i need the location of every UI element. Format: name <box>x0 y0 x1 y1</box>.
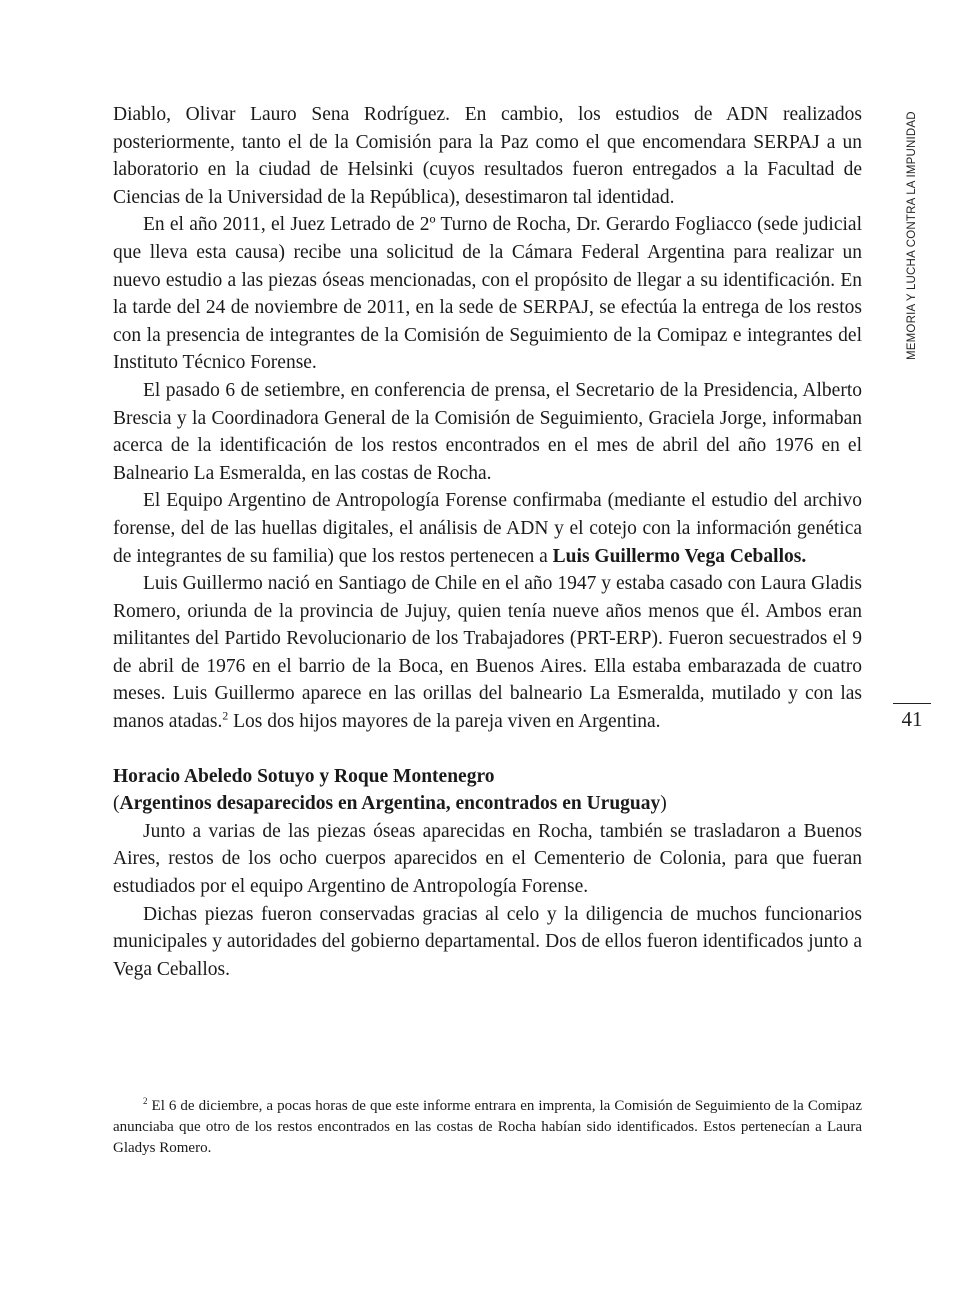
page-number-rule <box>893 703 931 704</box>
section-subtitle-close-paren: ) <box>660 793 667 815</box>
paragraph-3: El pasado 6 de setiembre, en conferencia de prensa, el Secretario de la Presidencia, Alberto Brescia y la Coordinadora General de la Comisión de Seguimiento, Graciela Jorge, informaban acerca de la identificación de los restos encontrados en el mes de abril del año 1976 en el Balneario La Esmeralda, en las costas de Rocha. <box>113 379 862 484</box>
section-heading-line-1: Horacio Abeledo Sotuyo y Roque Montenegro <box>113 765 495 787</box>
footnote-reference: 2 <box>222 709 229 723</box>
paragraph-5-text: Luis Guillermo nació en Santiago de Chile en el año 1947 y estaba casado con Laura Gladis Romero, oriunda de la provincia de Jujuy, quien tenía nueve años menos que él. Ambos eran militantes del Partido Revolucionario de los Trabajadores (PRT-ERP). Fueron secuestrados el 9 de abril de 1976 en el barrio de la Boca, en Buenos Aires. Ella estaba embarazada de cuatro meses. Luis Guillermo aparece en las orillas del balneario La Esmeralda, mutilado y con las manos atadas. <box>113 573 862 733</box>
paragraph-6: Junto a varias de las piezas óseas aparecidas en Rocha, también se trasladaron a Buenos Aires, restos de los ocho cuerpos aparecidos en el Cementerio de Colonia, para que fueran estudiados por el equipo Argentino de Antropología Forense. <box>113 820 862 898</box>
paragraph-7: Dichas piezas fueron conservadas gracias al celo y la diligencia de muchos funcionarios municipales y autoridades del gobierno departamental. Dos de ellos fueron identificados junto a Vega Ceballos. <box>113 903 862 980</box>
footnote-text: El 6 de diciembre, a pocas horas de que este informe entrara en imprenta, la Comisión de Seguimiento de la Comipaz anunciaba que otro de los restos encontrados en las costas de Rocha habían sido identificados. Estos pertenecían a Laura Gladys Romero. <box>113 1098 862 1156</box>
running-head: MEMORIA Y LUCHA CONTRA LA IMPUNIDAD <box>906 111 918 360</box>
paragraph-2: En el año 2011, el Juez Letrado de 2º Turno de Rocha, Dr. Gerardo Fogliacco (sede judicial que lleva esta causa) recibe una solicitud de la Cámara Federal Argentina para realizar un nuevo estudio a las piezas óseas mencionadas, con el propósito de llegar a su identificación. En la tarde del 24 de noviembre de 2011, en la sede de SERPAJ, se efectúa la entrega de los restos con la presencia de integrantes de la Comisión de Seguimiento de la Comipaz e integrantes del Instituto Técnico Forense. <box>113 214 862 374</box>
footnote <box>113 1096 862 1159</box>
footnote-paragraph <box>113 1096 862 1159</box>
paragraph-4-text: El Equipo Argentino de Antropología Forense confirmaba (mediante el estudio del archivo forense, del de las huellas digitales, el análisis de ADN y el cotejo con la información genética de integrantes de su familia) que los restos pertenecen a <box>113 490 862 567</box>
section-heading-line-2 <box>113 790 862 818</box>
footnote-marker: 2 <box>143 1096 148 1106</box>
paragraph-5-tail: Los dos hijos mayores de la pareja viven en Argentina. <box>228 711 661 733</box>
section-subtitle: Argentinos desaparecidos en Argentina, encontrados en Uruguay <box>119 793 661 815</box>
page-number: 41 <box>901 707 923 731</box>
body-text <box>113 101 862 983</box>
section-spacer <box>113 736 862 763</box>
paragraph-4 <box>113 487 862 570</box>
paragraph-5 <box>113 570 862 736</box>
identified-name: Luis Guillermo Vega Ceballos. <box>552 545 807 567</box>
section-subtitle-open-paren: ( <box>113 793 120 815</box>
paragraph-1: Diablo, Olivar Lauro Sena Rodríguez. En cambio, los estudios de ADN realizados posteriormente, tanto el de la Comisión para la Paz como el que encomendara SERPAJ a un laboratorio en la ciudad de Helsinki (cuyos resultados fueron entregados a la Facultad de Ciencias de la Universidad de la República), desestimaron tal identidad. <box>113 104 862 208</box>
